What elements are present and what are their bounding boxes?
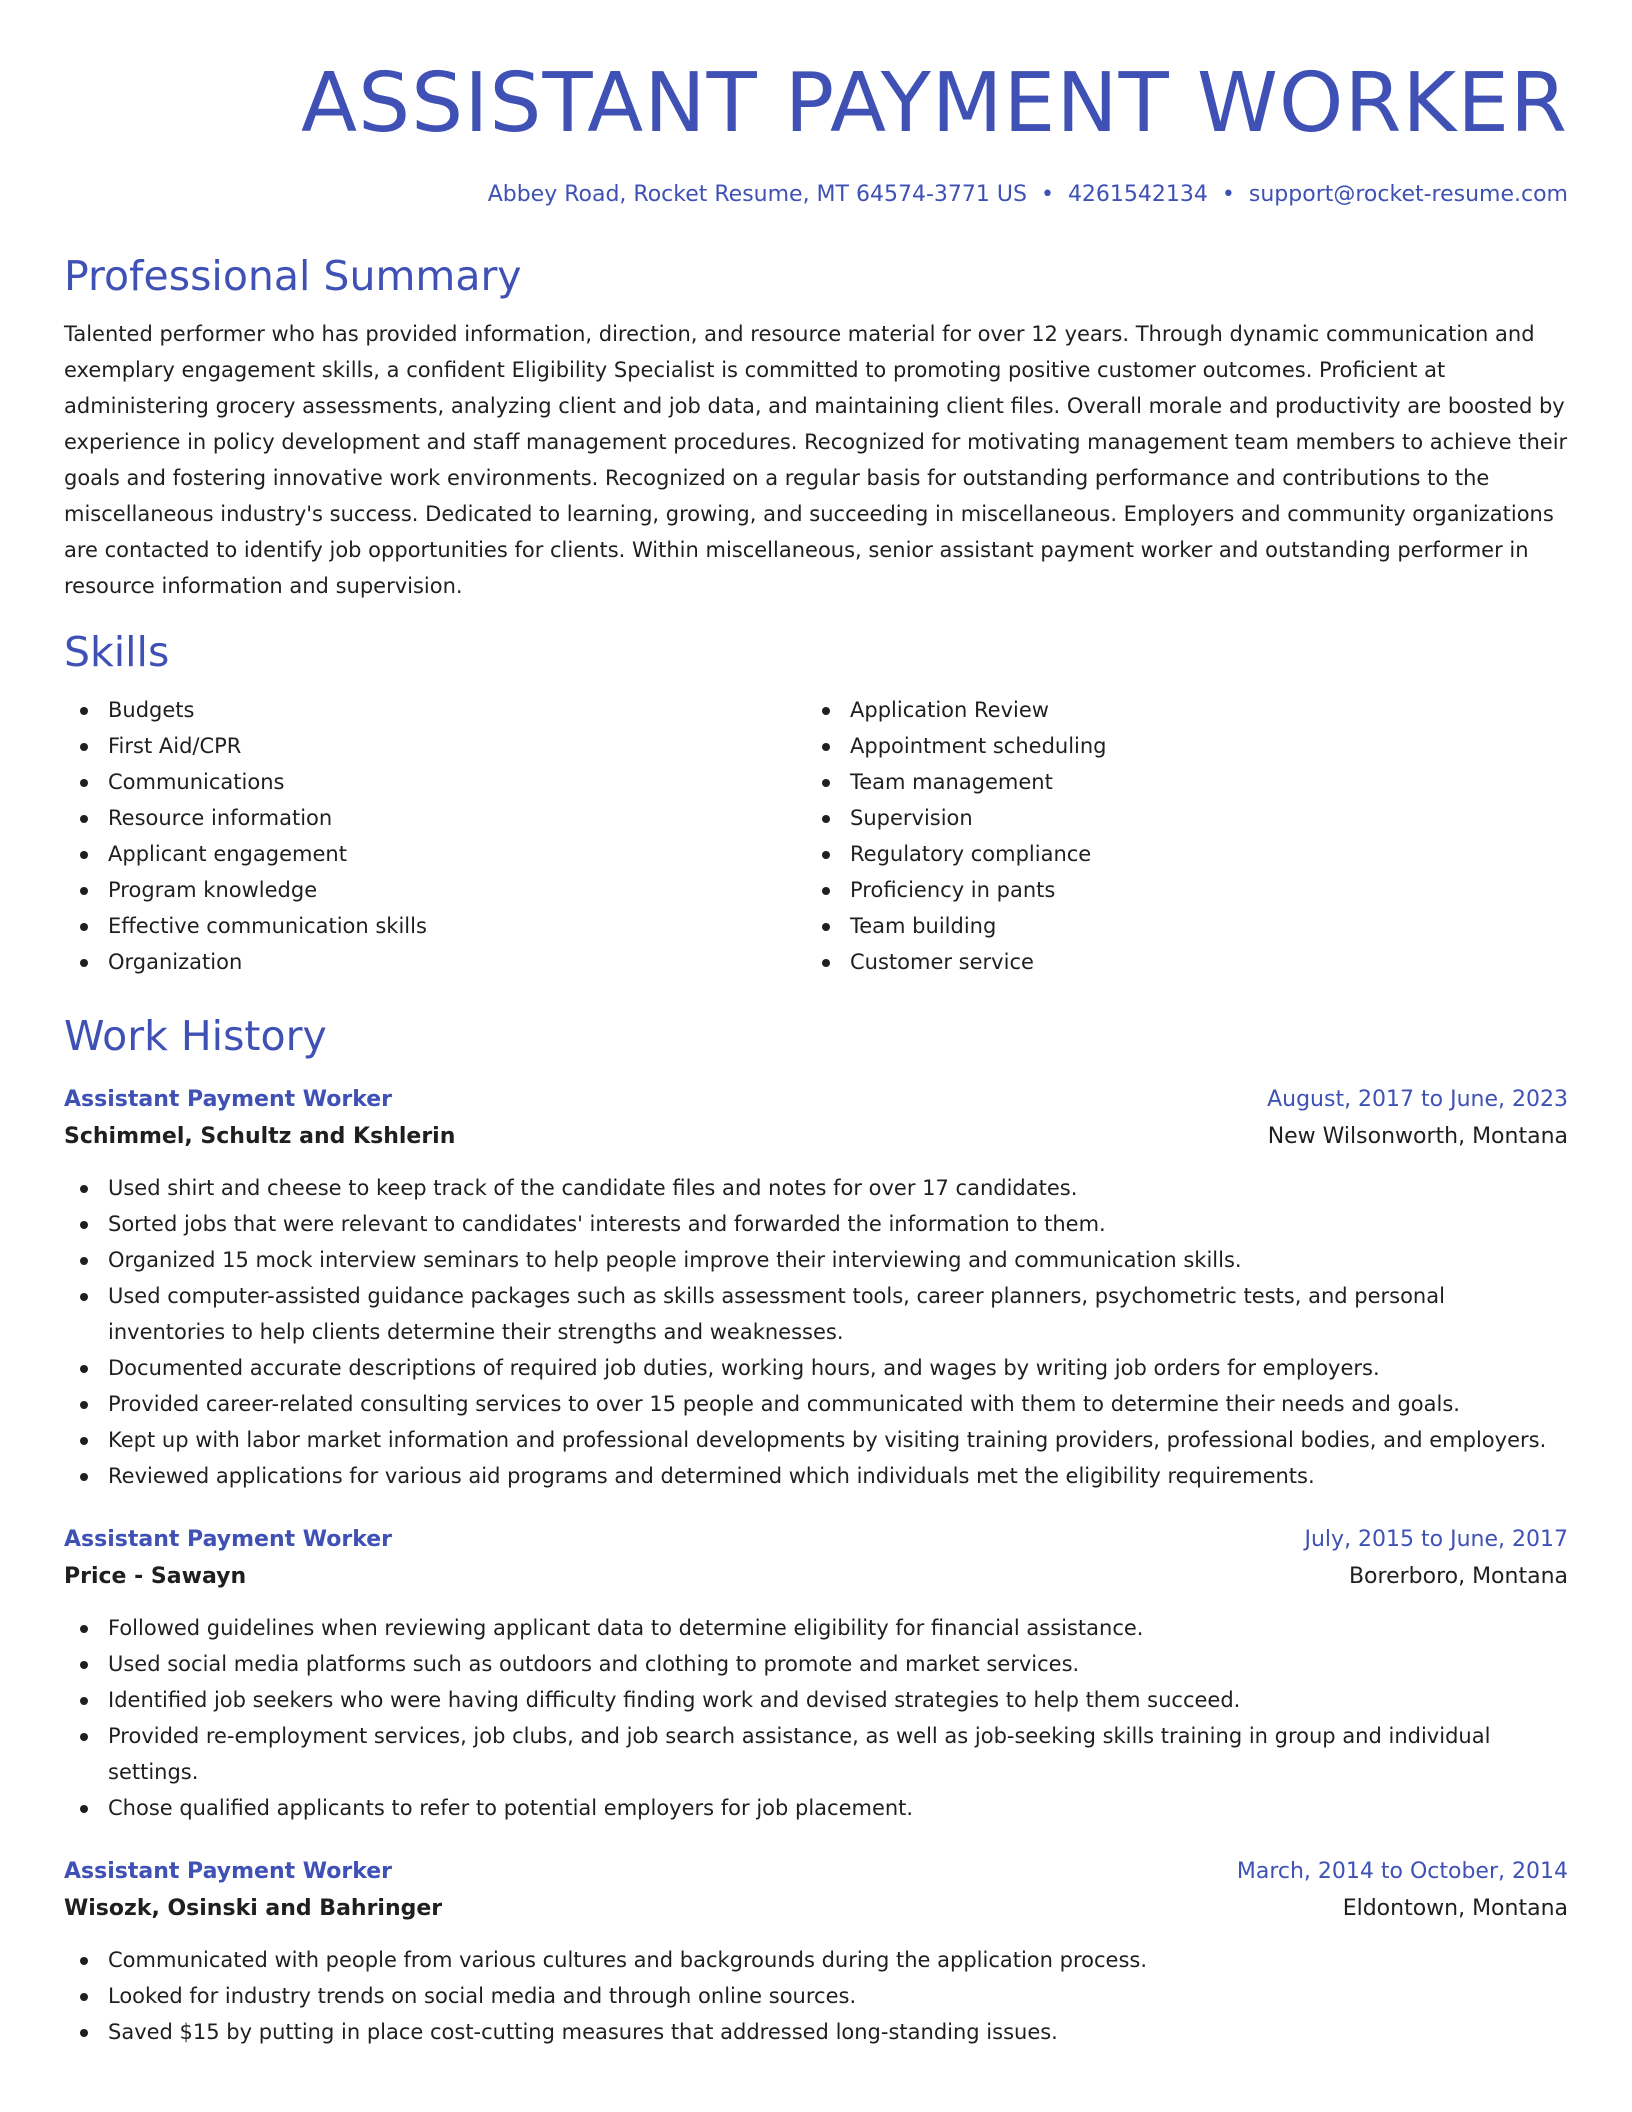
- skill-item: Communications: [64, 764, 806, 800]
- skill-item: Application Review: [806, 692, 1548, 728]
- summary-section: [64, 250, 1568, 604]
- skill-item: Supervision: [806, 800, 1548, 836]
- job-title: Assistant Payment Worker: [64, 1859, 393, 1884]
- job-company: Price - Sawayn: [64, 1564, 247, 1589]
- skill-item: First Aid/CPR: [64, 728, 806, 764]
- skills-heading: Skills: [64, 628, 170, 676]
- skill-item: Proficiency in pants: [806, 872, 1548, 908]
- skills-list-left: [64, 692, 806, 980]
- resume-header: [64, 0, 1568, 210]
- job-bullet: Used shirt and cheese to keep track of the candidate files and notes for over 17 candidates.: [64, 1170, 1568, 1206]
- job-bullet: Reviewed applications for various aid programs and determined which individuals met the eligibility requirements.: [64, 1458, 1568, 1494]
- job-dates: July, 2015 to June, 2017: [1304, 1527, 1568, 1552]
- job-bullet: Organized 15 mock interview seminars to help people improve their interviewing and communication skills.: [64, 1242, 1568, 1278]
- job-bullet: Used social media platforms such as outdoors and clothing to promote and market services.: [64, 1646, 1568, 1682]
- job-bullets: [64, 1610, 1568, 1826]
- skills-section: [64, 626, 1568, 980]
- skill-item: Organization: [64, 944, 806, 980]
- job-bullet: Followed guidelines when reviewing applicant data to determine eligibility for financial assistance.: [64, 1610, 1568, 1646]
- job-bullet: Used computer-assisted guidance packages such as skills assessment tools, career planners, psychometric tests, and personal inventories to help clients determine their strengths and weaknesses.: [64, 1278, 1568, 1350]
- contact-separator: •: [1040, 182, 1054, 207]
- job-bullet: Provided career-related consulting services to over 15 people and communicated with them to determine their needs and goals.: [64, 1386, 1568, 1422]
- job-location: New Wilsonworth, Montana: [1267, 1124, 1568, 1149]
- skill-item: Customer service: [806, 944, 1548, 980]
- job-title: Assistant Payment Worker: [64, 1087, 393, 1112]
- job-company: Schimmel, Schultz and Kshlerin: [64, 1124, 456, 1149]
- job-bullet: Kept up with labor market information and professional developments by visiting training providers, professional bodies, and employers.: [64, 1422, 1568, 1458]
- skill-item: Budgets: [64, 692, 806, 728]
- job-dates: August, 2017 to June, 2023: [1267, 1087, 1568, 1112]
- skill-item: Team building: [806, 908, 1548, 944]
- job-dates: March, 2014 to October, 2014: [1236, 1859, 1568, 1884]
- skill-item: Team management: [806, 764, 1548, 800]
- skill-item: Appointment scheduling: [806, 728, 1548, 764]
- contact-separator: •: [1221, 182, 1235, 207]
- job-bullet: Sorted jobs that were relevant to candidates' interests and forwarded the information to them.: [64, 1206, 1568, 1242]
- skills-grid: [64, 692, 1568, 980]
- summary-text: Talented performer who has provided information, direction, and resource material for over 12 years. Through dynamic communication and exemplary engagement skills, a confident Eligibility Specialist is committed to promoting positive customer outcomes. Proficient at administering grocery assessments, analyzing client and job data, and maintaining client files. Overall morale and productivity are boosted by experience in policy development and staff management procedures. Recognized for motivating management team members to achieve their goals and fostering innovative work environments. Recognized on a regular basis for outstanding performance and contributions to the miscellaneous industry's success. Dedicated to learning, growing, and succeeding in miscellaneous. Employers and community organizations are contacted to identify job opportunities for clients. Within miscellaneous, senior assistant payment worker and outstanding performer in resource information and supervision.: [64, 322, 1568, 598]
- job-title-row: [64, 1082, 1568, 1118]
- candidate-name: ASSISTANT PAYMENT WORKER: [301, 56, 1568, 151]
- skill-item: Regulatory compliance: [806, 836, 1548, 872]
- job-company-row: [64, 1890, 1568, 1928]
- work-history-heading: Work History: [64, 1012, 327, 1060]
- job-bullets: [64, 1942, 1568, 2050]
- job-location: Borerboro, Montana: [1348, 1564, 1568, 1589]
- summary-heading: Professional Summary: [64, 252, 522, 300]
- skill-item: Resource information: [64, 800, 806, 836]
- job-company-row: [64, 1558, 1568, 1596]
- skill-item: Applicant engagement: [64, 836, 806, 872]
- skill-item: Program knowledge: [64, 872, 806, 908]
- job-title-row: [64, 1522, 1568, 1558]
- job-entry: [64, 1082, 1568, 1494]
- skills-list-right: [806, 692, 1548, 980]
- work-history-section: [64, 1010, 1568, 2050]
- email-link[interactable]: support@rocket-resume.com: [1248, 182, 1568, 207]
- address-text: Abbey Road, Rocket Resume, MT 64574-3771 US: [487, 182, 1027, 207]
- job-title: Assistant Payment Worker: [64, 1527, 393, 1552]
- contact-line: [64, 180, 1568, 210]
- job-location: Eldontown, Montana: [1342, 1896, 1568, 1921]
- job-bullet: Communicated with people from various cultures and backgrounds during the application process.: [64, 1942, 1568, 1978]
- resume-page: [64, 0, 1568, 2112]
- job-bullet: Chose qualified applicants to refer to potential employers for job placement.: [64, 1790, 1568, 1826]
- job-entry: [64, 1522, 1568, 1826]
- job-bullet: Documented accurate descriptions of required job duties, working hours, and wages by writing job orders for employers.: [64, 1350, 1568, 1386]
- job-bullet: Identified job seekers who were having difficulty finding work and devised strategies to help them succeed.: [64, 1682, 1568, 1718]
- job-entry: [64, 1854, 1568, 2050]
- skill-item: Effective communication skills: [64, 908, 806, 944]
- job-bullet: Looked for industry trends on social media and through online sources.: [64, 1978, 1568, 2014]
- job-bullet: Provided re-employment services, job clubs, and job search assistance, as well as job-seeking skills training in group and individual settings.: [64, 1718, 1568, 1790]
- job-bullets: [64, 1170, 1568, 1494]
- phone-text: 4261542134: [1067, 182, 1208, 207]
- job-company-row: [64, 1118, 1568, 1156]
- job-company: Wisozk, Osinski and Bahringer: [64, 1896, 443, 1921]
- job-bullet: Saved $15 by putting in place cost-cutting measures that addressed long-standing issues.: [64, 2014, 1568, 2050]
- job-title-row: [64, 1854, 1568, 1890]
